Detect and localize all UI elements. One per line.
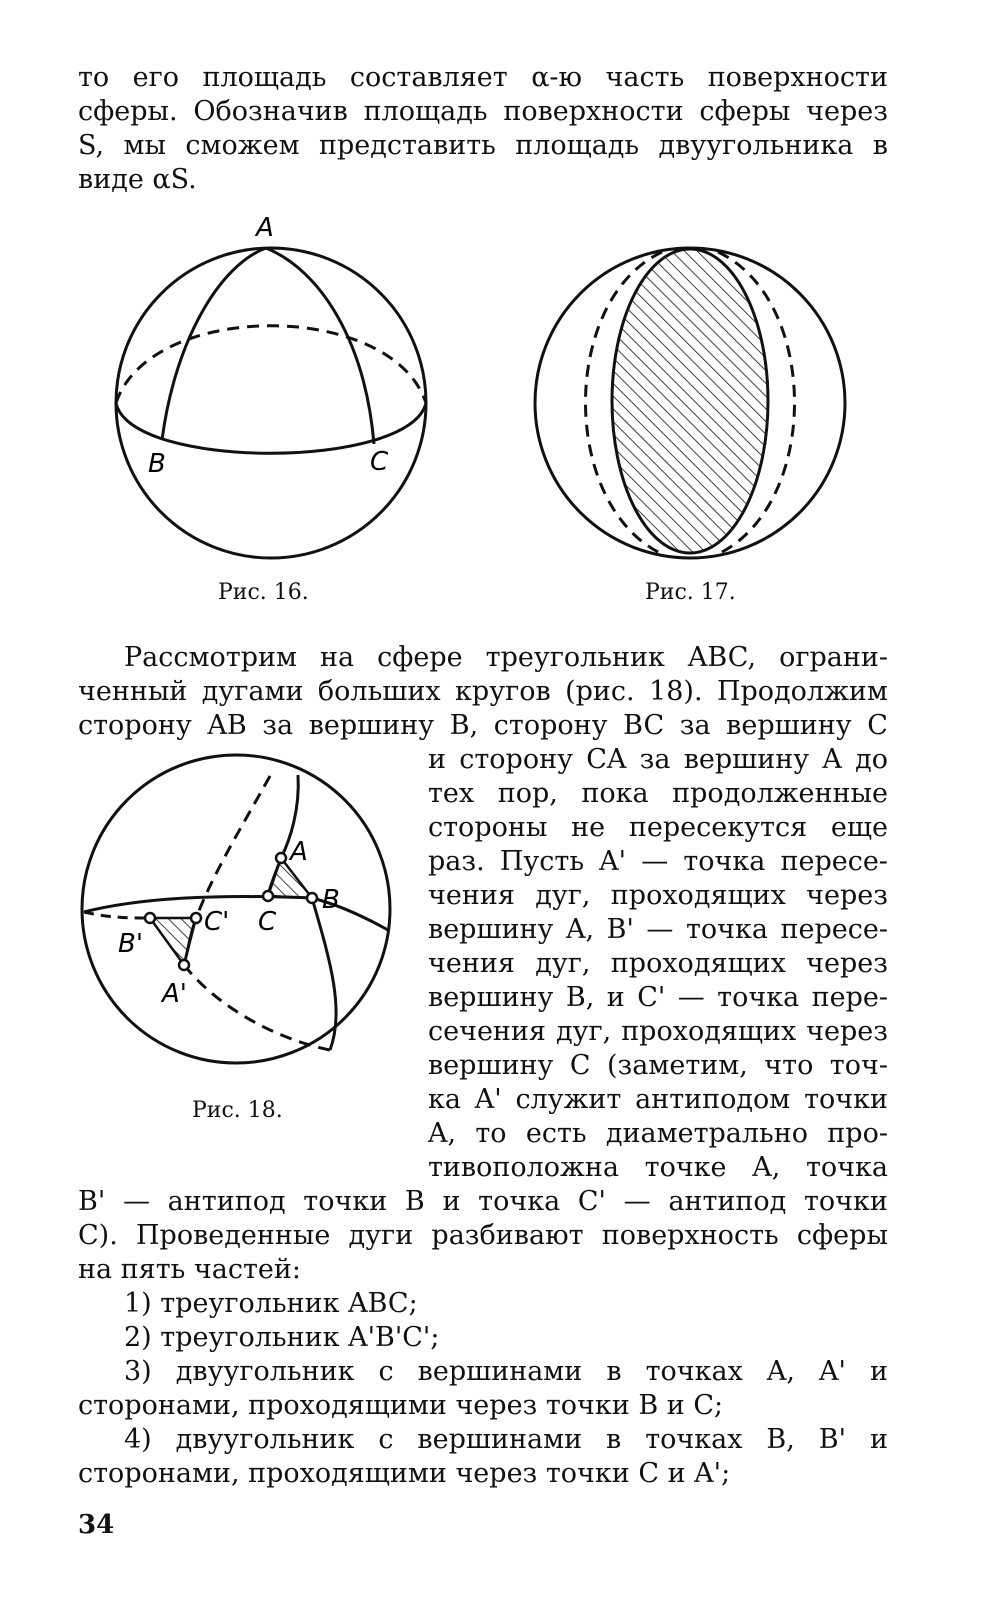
list-item: 4) двуугольник с вершинами в точках B, B' и [124,1424,888,1455]
triangle-a1b1c1 [150,918,196,965]
paragraph-line: ка A' служит антиподом точки [428,1084,888,1115]
vertex-a [276,853,286,863]
paragraph-line: чения дуг, проходящих через [428,948,888,979]
lune-hatching [600,245,780,565]
vertex-a1 [179,960,189,970]
vertex-c1 [191,913,201,923]
list-item-continuation: сторонами, проходящими через точки B и C; [78,1390,724,1421]
list-item: 1) треугольник ABC; [124,1288,418,1319]
figure-16-caption: Рис. 16. [218,580,309,605]
paragraph-line: виде αS. [78,164,197,195]
label-c1: C' [204,907,230,937]
figure-16 [116,213,426,558]
label-a1: A' [162,979,187,1009]
label-b: B [148,449,166,479]
figure-17 [535,245,845,565]
paragraph-line: тех пор, пока продолженные [428,778,888,809]
vertex-b1 [145,913,155,923]
paragraph-line: B' — антипод точки B и точка C' — антипод точки [78,1186,888,1217]
label-b: B [322,885,340,915]
label-c: C [258,907,277,937]
sphere-outline [116,248,426,558]
paragraph-line: Рассмотрим на сфере треугольник ABC, ограни- [124,642,888,673]
paragraph-line: C). Проведенные дуги разбивают поверхность сферы [78,1220,888,1251]
figure-18-caption: Рис. 18. [192,1098,283,1123]
paragraph-line: сечения дуг, проходящих через [428,1016,888,1047]
paragraph-line: чения дуг, проходящих через [428,880,888,911]
label-c: C [370,447,389,477]
label-b1: B' [118,929,143,959]
equator-back-arc [116,326,426,403]
page-number: 34 [78,1510,115,1540]
list-item-continuation: сторонами, проходящими через точки C и A'; [78,1458,731,1489]
paragraph-line: вершину С (заметим, что точ- [428,1050,888,1081]
paragraph-line: на пять частей: [78,1254,302,1285]
paragraph-line: S, мы сможем представить площадь двуугольника в [78,130,888,161]
figure-17-caption: Рис. 17. [645,580,736,605]
paragraph-line: тивоположна точке A, точка [428,1152,888,1183]
label-a: A [290,837,308,867]
meridian-ac [266,248,374,444]
vertex-c [263,891,273,901]
label-a: A [256,213,274,243]
paragraph-line: то его площадь составляет α-ю часть поверхности [78,62,888,93]
arc-b1c1-back [84,912,150,918]
arc-a1-back [184,965,330,1050]
paragraph-line: ченный дугами больших кругов (рис. 18). Продолжим [78,676,888,707]
list-item: 2) треугольник A'B'C'; [124,1322,440,1353]
figure-18 [82,755,390,1063]
paragraph-line: сферы. Обозначив площадь поверхности сферы через [78,96,888,127]
paragraph-line: вершину A, B' — точка пересе- [428,914,888,945]
paragraph-line: раз. Пусть A' — точка пересе- [428,846,888,877]
vertex-b [307,893,317,903]
paragraph-line: A, то есть диаметрально про- [428,1118,888,1149]
paragraph-line: сторону AB за вершину B, сторону BC за вершину C [78,710,888,741]
list-item: 3) двуугольник с вершинами в точках A, A' и [124,1356,888,1387]
paragraph-line: вершину B, и C' — точка пере- [428,982,888,1013]
paragraph-line: стороны не пересекутся еще [428,812,888,843]
paragraph-line: и сторону CA за вершину A до [428,744,888,775]
